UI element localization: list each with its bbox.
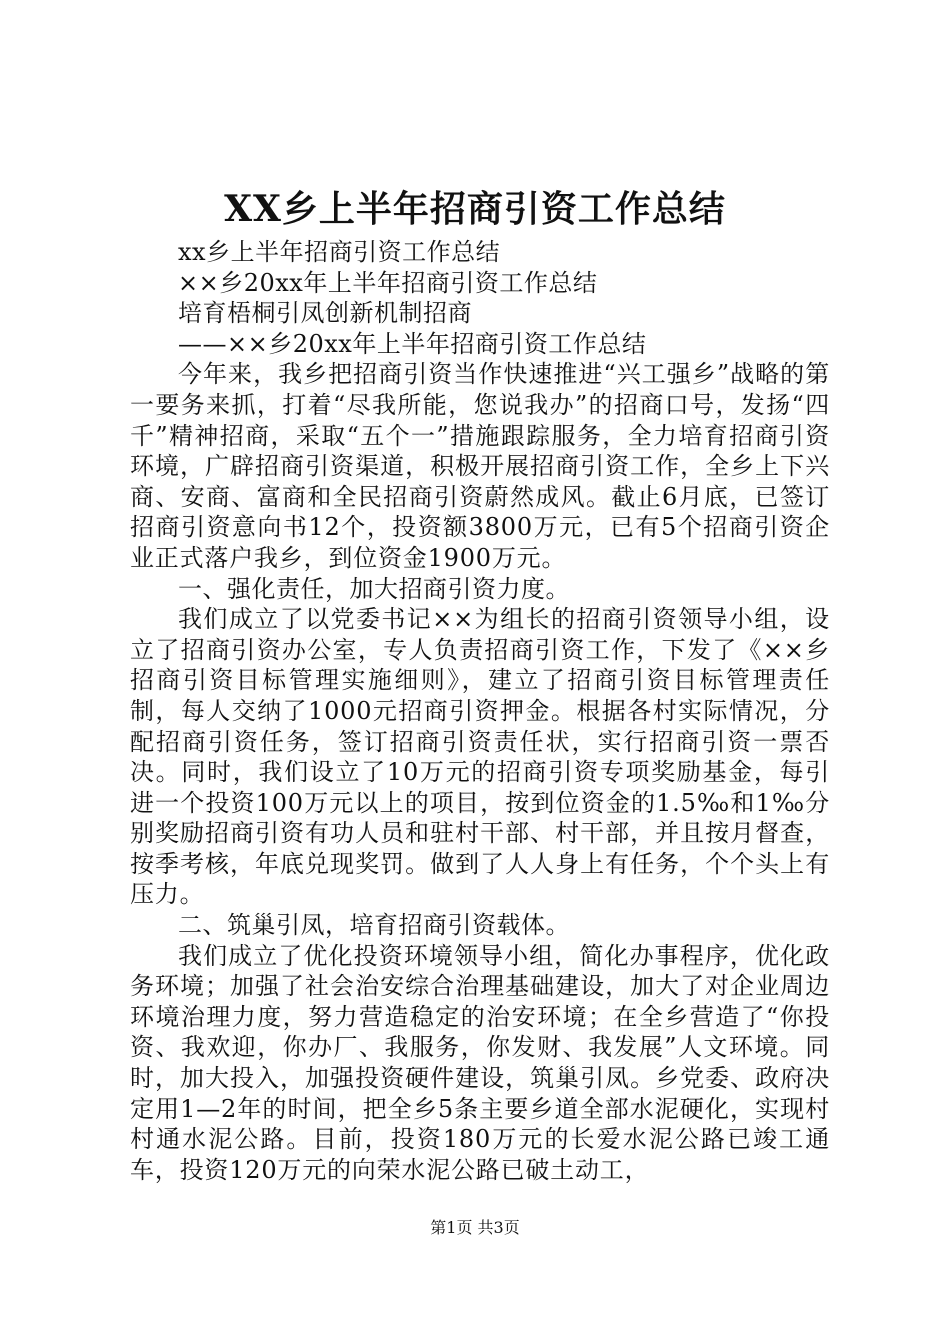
subtitle-line: ——××乡20xx年上半年招商引资工作总结	[178, 329, 647, 358]
body-paragraph: 我们成立了以党委书记××为组长的招商引资领导小组，设立了招商引资办公室，专人负责招商引资工作，下发了《××乡招商引资目标管理实施细则》，建立了招商引资目标管理责任制，每人交纳了1000元招商引资押金。根据各村实际情况，分配招商引资任务，签订招商引资责任状，实行招商引资一票否决。同时，我们设立了10万元的招商引资专项奖励基金，每引进一个投资100万元以上的项目，按到位资金的1.5‰和1‰分别奖励招商引资有功人员和驻村干部、村干部，并且按月督查，按季考核，年底兑现奖罚。做到了人人身上有任务，个个头上有压力。	[130, 605, 830, 909]
document-title: XX乡上半年招商引资工作总结	[224, 188, 726, 230]
page-footer: 第1页 共3页	[430, 1218, 520, 1237]
section-heading: 二、筑巢引凤，培育招商引资载体。	[178, 911, 570, 940]
body-paragraph: 今年来，我乡把招商引资当作快速推进“兴工强乡”战略的第一要务来抓，打着“尽我所能，您说我办”的招商口号，发扬“四千”精神招商，采取“五个一”措施跟踪服务，全力培育招商引资环境，广辟招商引资渠道，积极开展招商引资工作，全乡上下兴商、安商、富商和全民招商引资蔚然成风。截止6月底，已签订招商引资意向书12个，投资额3800万元，已有5个招商引资企业正式落户我乡，到位资金1900万元。	[130, 360, 830, 572]
subtitle-line: ××乡20xx年上半年招商引资工作总结	[178, 268, 598, 297]
subtitle-line: 培育梧桐引凤创新机制招商	[178, 299, 472, 328]
subtitle-line: xx乡上半年招商引资工作总结	[178, 238, 501, 266]
body-paragraph: 我们成立了优化投资环境领导小组，简化办事程序，优化政务环境；加强了社会治安综合治理基础建设，加大了对企业周边环境治理力度，努力营造稳定的治安环境；在全乡营造了“你投资、我欢迎，你办厂、我服务，你发财、我发展”人文环境。同时，加大投入，加强投资硬件建设，筑巢引凤。乡党委、政府决定用1—2年的时间，把全乡5条主要乡道全部水泥硬化，实现村村通水泥公路。目前，投资180万元的长爱水泥公路已竣工通车，投资120万元的向荣水泥公路已破土动工，	[130, 941, 830, 1184]
section-heading: 一、强化责任，加大招商引资力度。	[178, 574, 570, 603]
document-body	[130, 237, 830, 1185]
